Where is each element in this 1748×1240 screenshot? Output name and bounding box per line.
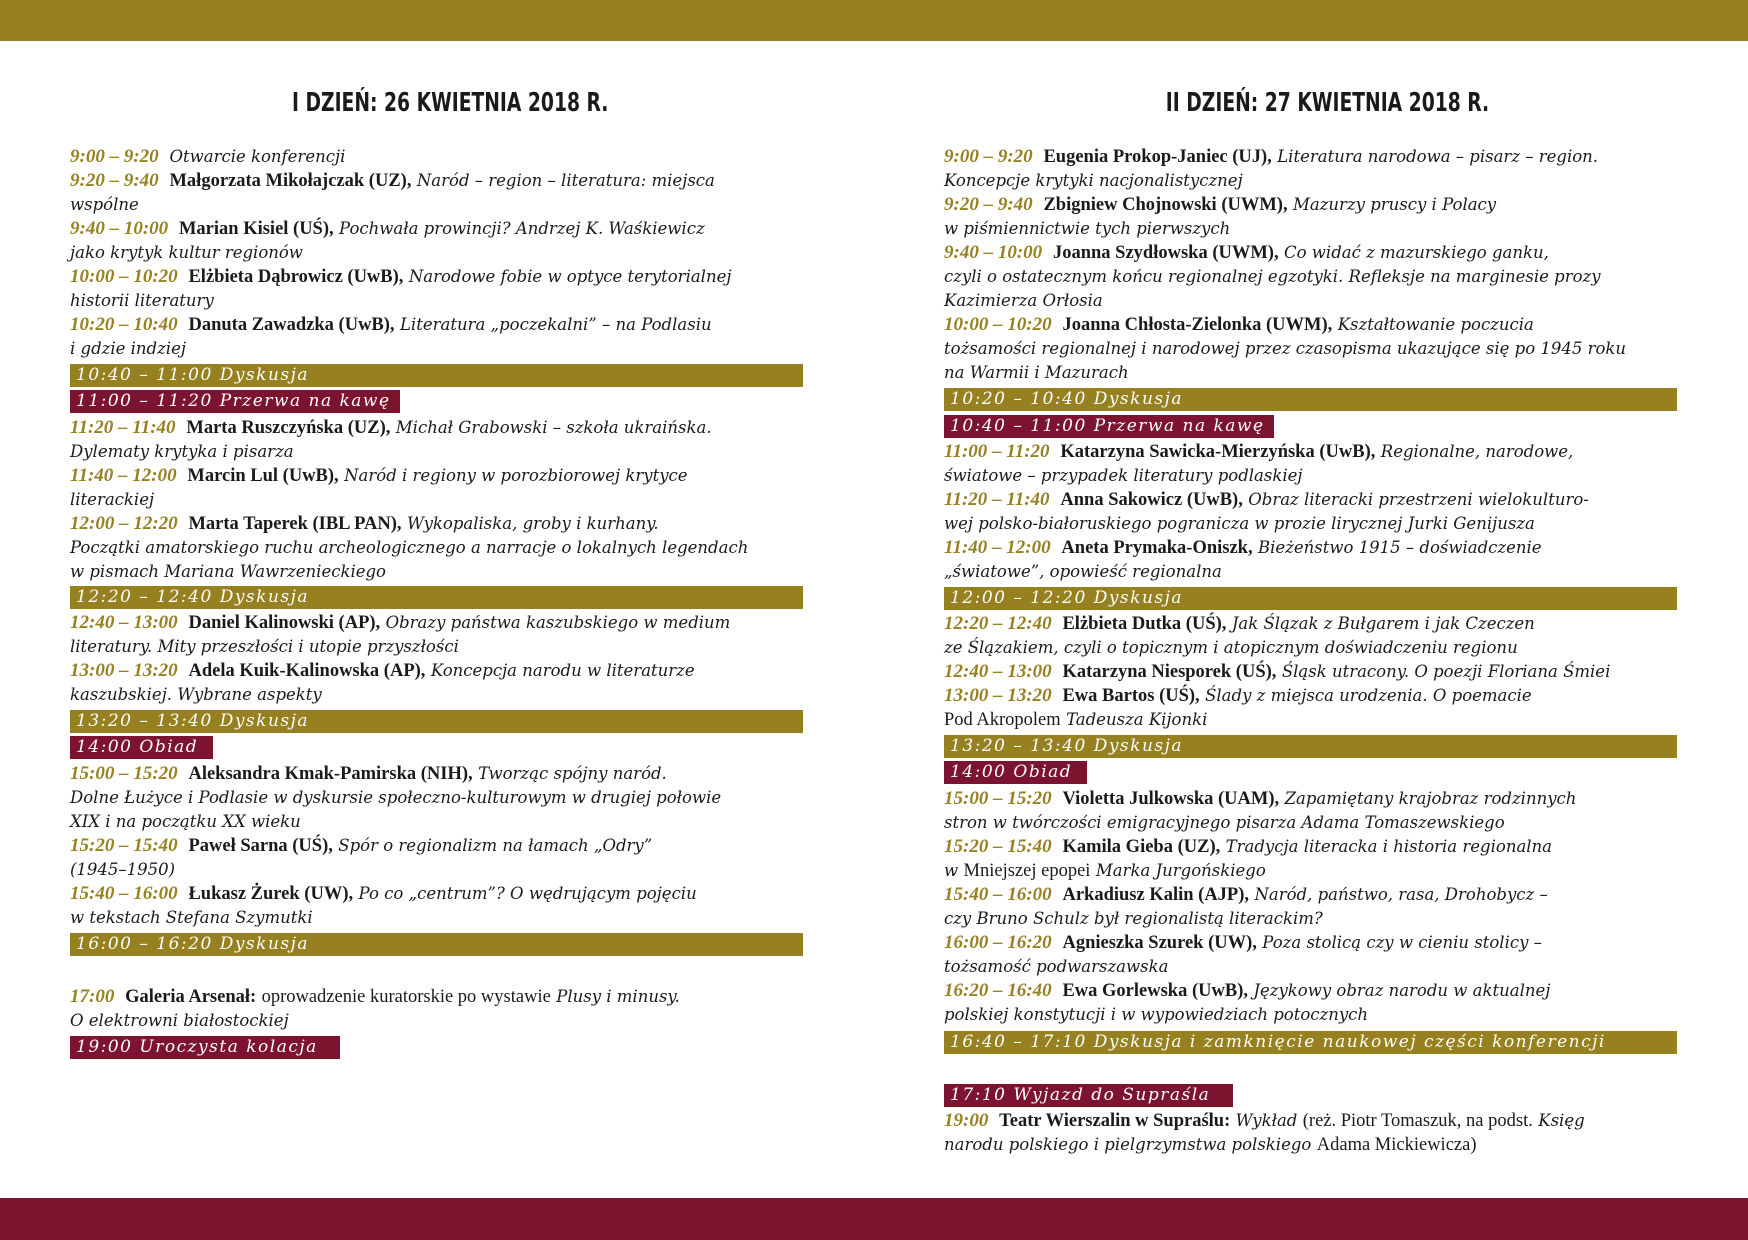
entry-title: Wykopaliska, groby i kurhany. [406, 514, 659, 533]
day1-dinner-band: 19:00 Uroczysta kolacja [70, 1036, 340, 1059]
day2-entry-15 [944, 979, 1550, 1027]
entry-title-cont: wspólne [70, 195, 139, 214]
entry-time: 9:00 – 9:20 [70, 146, 159, 167]
entry-time: 15:40 – 16:00 [70, 883, 178, 904]
day2-entry-1 [944, 145, 1598, 193]
entry-time: 12:00 – 12:20 [70, 513, 178, 534]
entry-speaker: Daniel Kalinowski (AP), [188, 613, 381, 633]
day2-entry-4 [944, 313, 1626, 385]
entry-speaker: Eugenia Prokop-Janiec (UJ), [1043, 147, 1272, 167]
entry-speaker: Galeria Arsenał: [125, 987, 257, 1007]
entry-speaker: Ewa Gorlewska (UwB), [1062, 981, 1248, 1001]
entry-title: Pochwała prowincji? Andrzej K. Waśkiewicz [339, 219, 705, 238]
entry-title-cont: Dylematy krytyka i pisarza [70, 442, 294, 461]
entry-title-cont: XIX i na początku XX wieku [70, 812, 301, 831]
entry-title-cont: kaszubskiej. Wybrane aspekty [70, 685, 322, 704]
day2-entry-5 [944, 440, 1573, 488]
entry-speaker: Agnieszka Szurek (UW), [1062, 933, 1257, 953]
day2-entry-8 [944, 612, 1535, 660]
entry-time: 10:00 – 10:20 [944, 314, 1052, 335]
entry-title-cont: w pismach Mariana Wawrzenieckiego [70, 562, 386, 581]
entry-speaker: Marta Taperek (IBL PAN), [188, 514, 402, 534]
day1-entry-1 [70, 145, 345, 169]
entry-speaker: Joanna Szydłowska (UWM), [1052, 243, 1279, 263]
day2-discussion-band: 12:00 – 12:20 Dyskusja [944, 587, 1677, 610]
day2-entry-11 [944, 787, 1576, 835]
entry-title-cont: Początki amatorskiego ruchu archeologicznego a narracje o lokalnych legendach [70, 538, 749, 557]
day1-entry-7 [70, 464, 688, 512]
entry-title-cont: historii literatury [70, 291, 214, 310]
day2-entry-13 [944, 883, 1548, 931]
entry-time: 16:00 – 16:20 [944, 932, 1052, 953]
entry-title-cont: ze Ślązakiem, czyli o topicznym i atopicznym doświadczeniu regionu [944, 638, 1518, 657]
entry-time: 15:40 – 16:00 [944, 884, 1052, 905]
entry-title: Kształtowanie poczucia [1337, 315, 1534, 334]
day2-coffee-break-band: 10:40 – 11:00 Przerwa na kawę [944, 415, 1274, 438]
entry-time: 11:40 – 12:00 [944, 537, 1051, 558]
entry-time: 13:00 – 13:20 [944, 685, 1052, 706]
entry-time: 15:00 – 15:20 [70, 763, 178, 784]
entry-title-cont: wej polsko-białoruskiego pogranicza w prozie lirycznej Jurki Genijusza [944, 514, 1535, 533]
entry-speaker: Kamila Gieba (UZ), [1062, 837, 1221, 857]
entry-speaker: Arkadiusz Kalin (AJP), [1062, 885, 1250, 905]
entry-title: Naród i regiony w porozbiorowej krytyce [344, 466, 688, 485]
day1-entry-5 [70, 313, 712, 361]
entry-title: Literatura „poczekalni” – na Podlasiu [399, 315, 712, 334]
day2-entry-16 [944, 1109, 1585, 1157]
day1-entry-14 [70, 985, 680, 1033]
entry-title-cont: tożsamości regionalnej i narodowej przez czasopisma ukazujące się po 1945 roku [944, 339, 1627, 358]
entry-title: Wykład [1235, 1111, 1298, 1130]
entry-time: 9:40 – 10:00 [944, 242, 1043, 263]
entry-title-cont: w tekstach Stefana Szymutki [70, 908, 313, 927]
entry-title: Jak Ślązak z Bułgarem i jak Czeczen [1231, 614, 1535, 633]
entry-title: Co widać z mazurskiego ganku, [1284, 243, 1549, 262]
day1-entry-13 [70, 882, 697, 930]
entry-time: 11:20 – 11:40 [70, 417, 176, 438]
entry-speaker: Aneta Prymaka-Oniszk, [1061, 538, 1253, 558]
entry-title-cont: Kazimierza Orłosia [944, 291, 1103, 310]
day2-entry-12 [944, 835, 1552, 883]
entry-title: Księg [1538, 1111, 1585, 1130]
entry-time: 9:20 – 9:40 [944, 194, 1033, 215]
entry-time: 9:40 – 10:00 [70, 218, 169, 239]
day2-heading: II DZIEŃ: 27 KWIETNIA 2018 R. [1165, 88, 1490, 118]
day1-entry-10 [70, 659, 695, 707]
entry-title: Narodowe fobie w optyce terytorialnej [408, 267, 732, 286]
day2-lunch-band: 14:00 Obiad [944, 761, 1087, 784]
entry-speaker: Joanna Chłosta-Zielonka (UWM), [1062, 315, 1333, 335]
entry-title-cont: światowe – przypadek literatury podlaskiej [944, 466, 1303, 485]
entry-title-cont: Marka Jurgońskiego [1095, 861, 1266, 880]
entry-time: 12:20 – 12:40 [944, 613, 1052, 634]
entry-title: Literatura narodowa – pisarz – region. [1277, 147, 1599, 166]
day2-discussion-closing-band: 16:40 – 17:10 Dyskusja i zamknięcie naukowej części konferencji [944, 1031, 1677, 1054]
entry-title: Regionalne, narodowe, [1380, 442, 1574, 461]
entry-title: Językowy obraz narodu w aktualnej [1253, 981, 1551, 1000]
entry-title-cont: na Warmii i Mazurach [944, 363, 1129, 382]
entry-speaker: Zbigniew Chojnowski (UWM), [1043, 195, 1288, 215]
entry-text: Adama Mickiewicza) [1316, 1135, 1477, 1155]
entry-title-cont: (1945–1950) [70, 860, 176, 879]
entry-time: 16:20 – 16:40 [944, 980, 1052, 1001]
entry-title: Tradycja literacka i historia regionalna [1225, 837, 1553, 856]
entry-time: 9:00 – 9:20 [944, 146, 1033, 167]
entry-title-cont: w [944, 861, 959, 880]
entry-title-cont: narodu polskiego i pielgrzymstwa polskiego [944, 1135, 1312, 1154]
entry-title: Spór o regionalizm na łamach „Odry” [338, 836, 653, 855]
entry-time: 10:00 – 10:20 [70, 266, 178, 287]
entry-title-cont: Dolne Łużyce i Podlasie w dyskursie społeczno-kulturowym w drugiej połowie [70, 788, 722, 807]
day1-entry-9 [70, 611, 730, 659]
entry-speaker: Danuta Zawadzka (UwB), [188, 315, 395, 335]
day2-discussion-band: 13:20 – 13:40 Dyskusja [944, 735, 1677, 758]
day1-entry-3 [70, 217, 705, 265]
entry-title: Tworząc spójny naród. [478, 764, 667, 783]
entry-speaker: Aleksandra Kmak-Pamirska (NIH), [188, 764, 473, 784]
entry-text: (reż. Piotr Tomaszuk, na podst. [1302, 1111, 1533, 1131]
entry-time: 15:20 – 15:40 [70, 835, 178, 856]
entry-time: 12:40 – 13:00 [70, 612, 178, 633]
entry-speaker: Elżbieta Dąbrowicz (UwB), [188, 267, 404, 287]
entry-title-cont: i gdzie indziej [70, 339, 186, 358]
entry-title: Śląsk utracony. O poezji Floriana Śmiei [1281, 662, 1611, 681]
entry-speaker: Marian Kisiel (UŚ), [178, 219, 334, 239]
day1-entry-12 [70, 834, 652, 882]
day1-heading: I DZIEŃ: 26 KWIETNIA 2018 R. [292, 88, 609, 118]
entry-title: Poza stolicą czy w cieniu stolicy – [1262, 933, 1542, 952]
entry-title: Otwarcie konferencji [169, 147, 346, 166]
entry-time: 11:20 – 11:40 [944, 489, 1050, 510]
day2-entry-2 [944, 193, 1496, 241]
entry-title: Bieżeństwo 1915 – doświadczenie [1258, 538, 1542, 557]
entry-title: Naród – region – literatura: miejsca [416, 171, 715, 190]
entry-speaker: Marta Ruszczyńska (UZ), [186, 418, 391, 438]
entry-speaker: Ewa Bartos (UŚ), [1062, 686, 1200, 706]
entry-title: Zapamiętany krajobraz rodzinnych [1284, 789, 1577, 808]
entry-title-cont: O elektrowni białostockiej [70, 1011, 289, 1030]
entry-time: 13:00 – 13:20 [70, 660, 178, 681]
entry-speaker: Katarzyna Niesporek (UŚ), [1062, 662, 1277, 682]
day1-discussion-band: 12:20 – 12:40 Dyskusja [70, 586, 803, 609]
entry-title-cont: Koncepcje krytyki nacjonalistycznej [944, 171, 1243, 190]
entry-speaker: Violetta Julkowska (UAM), [1062, 789, 1280, 809]
entry-title: Obrazy państwa kaszubskiego w medium [385, 613, 731, 632]
entry-title: Mazurzy pruscy i Polacy [1293, 195, 1497, 214]
day1-entry-11 [70, 762, 721, 834]
entry-speaker: Teatr Wierszalin w Supraślu: [999, 1111, 1231, 1131]
entry-speaker: Małgorzata Mikołajczak (UZ), [169, 171, 412, 191]
day2-entry-9 [944, 660, 1610, 684]
entry-title-cont: tożsamość podwarszawska [944, 957, 1169, 976]
entry-title-cont: jako krytyk kultur regionów [70, 243, 303, 262]
day1-discussion-band: 16:00 – 16:20 Dyskusja [70, 933, 803, 956]
entry-title-cont: w piśmiennictwie tych pierwszych [944, 219, 1231, 238]
entry-title-cont: czy Bruno Schulz był regionalistą literackim? [944, 909, 1323, 928]
entry-title-cont: Tadeusza Kijonki [1066, 710, 1208, 729]
entry-speaker: Elżbieta Dutka (UŚ), [1062, 614, 1227, 634]
entry-time: 15:00 – 15:20 [944, 788, 1052, 809]
day2-entry-3 [944, 241, 1601, 313]
entry-title: Po co „centrum”? O wędrującym pojęciu [358, 884, 697, 903]
day1-coffee-break-band: 11:00 – 11:20 Przerwa na kawę [70, 390, 400, 413]
entry-time: 11:40 – 12:00 [70, 465, 177, 486]
day1-entry-6 [70, 416, 712, 464]
entry-title-cont: literackiej [70, 490, 155, 509]
day1-entry-8 [70, 512, 748, 584]
day2-departure-band: 17:10 Wyjazd do Supraśla [944, 1084, 1233, 1107]
entry-title: Obraz literacki przestrzeni wielokulturo- [1248, 490, 1589, 509]
entry-time: 12:40 – 13:00 [944, 661, 1052, 682]
day1-discussion-band: 10:40 – 11:00 Dyskusja [70, 364, 803, 387]
entry-speaker: Adela Kuik-Kalinowska (AP), [188, 661, 426, 681]
top-decorative-bar [0, 0, 1748, 41]
entry-speaker: Katarzyna Sawicka-Mierzyńska (UwB), [1060, 442, 1376, 462]
entry-text: Pod Akropolem [944, 710, 1061, 730]
entry-text: Mniejszej epopei [963, 861, 1091, 881]
entry-speaker: Paweł Sarna (UŚ), [188, 836, 333, 856]
entry-title-cont: stron w twórczości emigracyjnego pisarza Adama Tomaszewskiego [944, 813, 1505, 832]
entry-title: Koncepcja narodu w literaturze [430, 661, 695, 680]
day2-entry-14 [944, 931, 1542, 979]
day1-discussion-band: 13:20 – 13:40 Dyskusja [70, 710, 803, 733]
entry-text: oprowadzenie kuratorskie po wystawie [261, 987, 551, 1007]
entry-title-cont: polskiej konstytucji i w wypowiedziach potocznych [944, 1005, 1369, 1024]
entry-time: 11:00 – 11:20 [944, 441, 1050, 462]
day1-lunch-band: 14:00 Obiad [70, 736, 213, 759]
day2-discussion-band: 10:20 – 10:40 Dyskusja [944, 388, 1677, 411]
day2-entry-6 [944, 488, 1589, 536]
entry-time: 10:20 – 10:40 [70, 314, 178, 335]
day2-entry-10 [944, 684, 1532, 732]
entry-time: 17:00 [70, 986, 115, 1007]
entry-title-cont: czyli o ostatecznym końcu regionalnej egzotyki. Refleksje na marginesie prozy [944, 267, 1601, 286]
entry-speaker: Anna Sakowicz (UwB), [1060, 490, 1243, 510]
entry-title: Ślady z miejsca urodzenia. O poemacie [1205, 686, 1532, 705]
entry-time: 9:20 – 9:40 [70, 170, 159, 191]
entry-title: Naród, państwo, rasa, Drohobycz – [1254, 885, 1548, 904]
day1-entry-4 [70, 265, 731, 313]
entry-title-cont: „światowe”, opowieść regionalna [944, 562, 1222, 581]
entry-title: Michał Grabowski – szkoła ukraińska. [395, 418, 712, 437]
day1-entry-2 [70, 169, 715, 217]
entry-time: 19:00 [944, 1110, 989, 1131]
day2-entry-7 [944, 536, 1542, 584]
entry-time: 15:20 – 15:40 [944, 836, 1052, 857]
entry-title: Plusy i minusy. [556, 987, 680, 1006]
entry-title-cont: literatury. Mity przeszłości i utopie przyszłości [70, 637, 459, 656]
entry-speaker: Marcin Lul (UwB), [187, 466, 339, 486]
bottom-decorative-bar [0, 1198, 1748, 1240]
entry-speaker: Łukasz Żurek (UW), [188, 884, 354, 904]
